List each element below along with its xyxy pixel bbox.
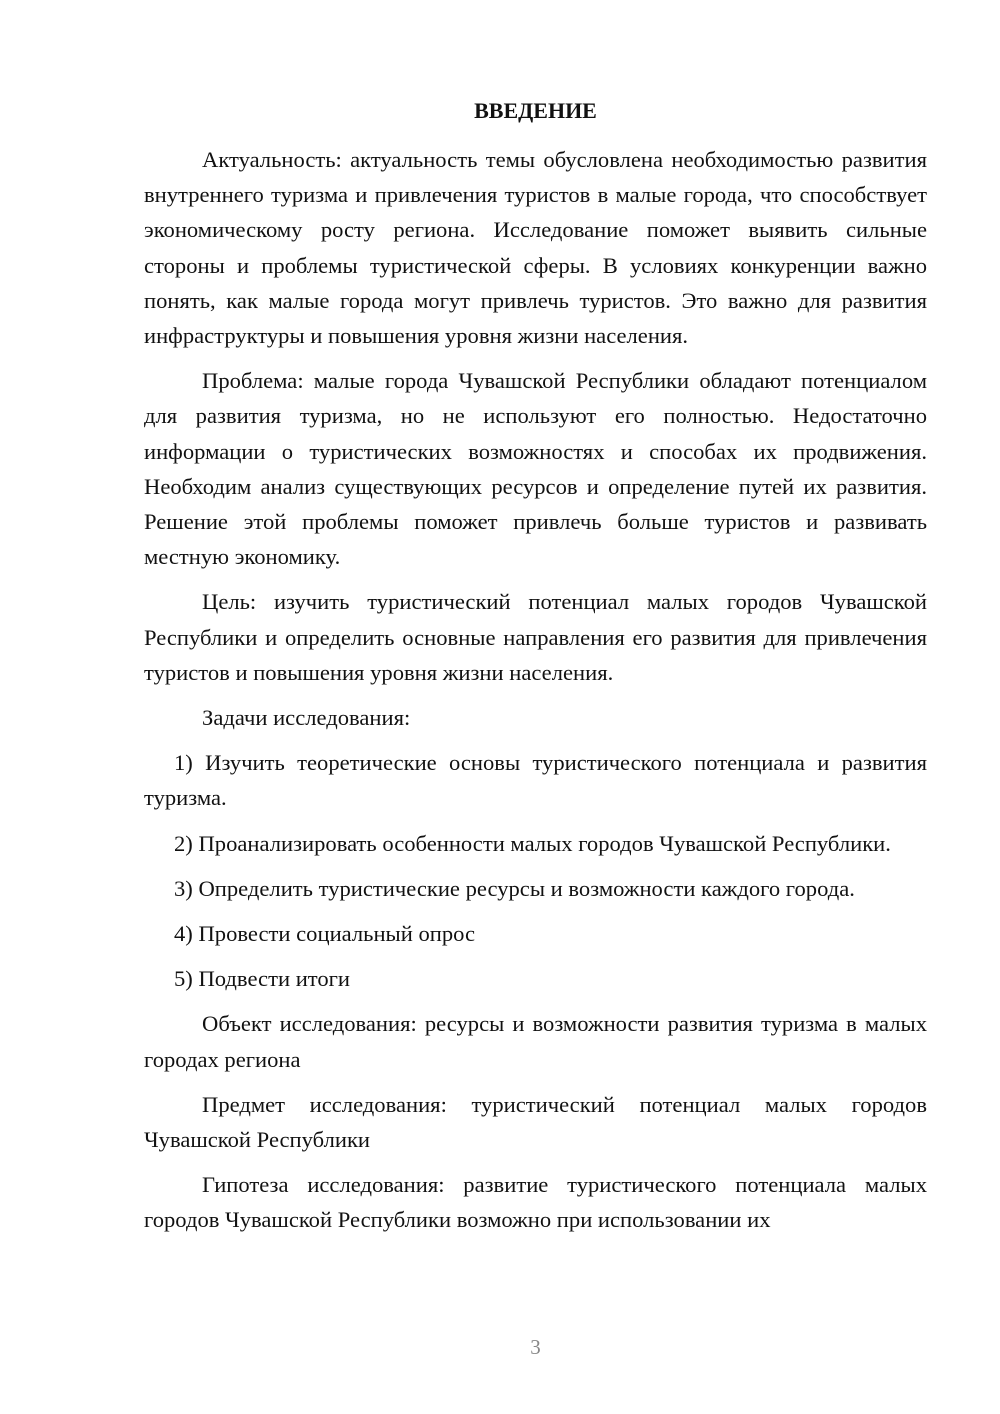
tasks-heading: Задачи исследования: [202,705,411,731]
page-title: ВВЕДЕНИЕ [474,98,597,123]
object-paragraph: Объект исследования: ресурсы и возможности развития туризма в малых городах региона [144,1011,927,1072]
task-item-2: 2) Проанализировать особенности малых городов Чувашской Республики. [174,830,891,856]
document-body [144,142,927,1238]
task-item-3: 3) Определить туристические ресурсы и возможности каждого города. [174,875,855,901]
hypothesis-paragraph: Гипотеза исследования: развитие туристического потенциала малых городов Чувашской Республики возможно при использовании их [144,1172,927,1233]
task-item-4: 4) Провести социальный опрос [174,921,476,947]
relevance-paragraph: Актуальность: актуальность темы обусловлена необходимостью развития внутреннего туризма и привлечения туристов в малые города, что способствует экономическому росту региона. Исследование поможет выявить сильные стороны и проблемы туристической сферы. В условиях конкуренции важно понять, как малые города могут привлечь туристов. Это важно для развития инфраструктуры и повышения уровня жизни населения. [144,147,927,349]
problem-paragraph: Проблема: малые города Чувашской Республики обладают потенциалом для развития туризма, но не используют его полностью. Недостаточно информации о туристических возможностях и способах их продвижения. Необходим анализ существующих ресурсов и определение путей их развития. Решение этой проблемы поможет привлечь больше туристов и развивать местную экономику. [144,368,927,570]
subject-paragraph: Предмет исследования: туристический потенциал малых городов Чувашской Республики [144,1091,927,1153]
task-item-5: 5) Подвести итоги [174,966,351,992]
goal-paragraph: Цель: изучить туристический потенциал малых городов Чувашской Республики и определить основные направления его развития для привлечения туристов и повышения уровня жизни населения. [144,589,927,685]
page-number: 3 [530,1335,541,1359]
task-item-1: 1) Изучить теоретические основы туристического потенциала и развития туризма. [144,750,927,811]
